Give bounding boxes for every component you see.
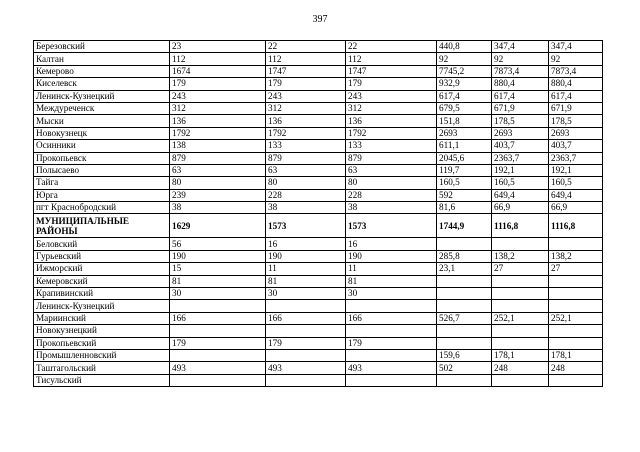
table-row [34, 288, 603, 300]
table-row [34, 164, 603, 176]
value-cell [346, 374, 437, 386]
value-cell [170, 325, 266, 337]
table-row [34, 115, 603, 127]
value-cell: 248 [492, 362, 549, 374]
value-cell: 190 [266, 250, 346, 262]
value-cell: 192,1 [492, 164, 549, 176]
row-name-cell: Тайга [34, 177, 170, 189]
value-cell: 66,9 [549, 202, 603, 214]
value-cell: 160,5 [437, 177, 492, 189]
row-name-cell: Новокузнецкий [34, 325, 170, 337]
table-row [34, 300, 603, 312]
value-cell: 403,7 [549, 140, 603, 152]
value-cell [492, 288, 549, 300]
value-cell: 611,1 [437, 140, 492, 152]
value-cell [346, 300, 437, 312]
value-cell: 190 [346, 250, 437, 262]
value-cell: 1573 [266, 214, 346, 238]
value-cell: 160,5 [549, 177, 603, 189]
row-name-cell: Беловский [34, 238, 170, 250]
value-cell: 7745,2 [437, 65, 492, 77]
value-cell: 81,6 [437, 202, 492, 214]
value-cell: 16 [346, 238, 437, 250]
value-cell: 138,2 [492, 250, 549, 262]
value-cell [346, 349, 437, 361]
value-cell [549, 337, 603, 349]
value-cell: 1792 [170, 127, 266, 139]
value-cell: 80 [266, 177, 346, 189]
value-cell [437, 275, 492, 287]
value-cell: 112 [346, 53, 437, 65]
table-row [34, 65, 603, 77]
value-cell: 66,9 [492, 202, 549, 214]
value-cell: 2045,6 [437, 152, 492, 164]
table-row [34, 102, 603, 114]
value-cell: 136 [266, 115, 346, 127]
value-cell: 179 [170, 337, 266, 349]
value-cell: 190 [170, 250, 266, 262]
value-cell: 16 [266, 238, 346, 250]
table-row [34, 312, 603, 324]
table-row [34, 127, 603, 139]
value-cell: 178,1 [549, 349, 603, 361]
value-cell [437, 288, 492, 300]
value-cell: 38 [266, 202, 346, 214]
row-name-cell: Ленинск-Кузнецкий [34, 90, 170, 102]
value-cell: 617,4 [549, 90, 603, 102]
value-cell: 228 [266, 189, 346, 201]
value-cell [437, 300, 492, 312]
value-cell: 1792 [346, 127, 437, 139]
value-cell: 159,6 [437, 349, 492, 361]
value-cell: 239 [170, 189, 266, 201]
value-cell: 879 [266, 152, 346, 164]
value-cell: 493 [266, 362, 346, 374]
value-cell [437, 337, 492, 349]
value-cell: 312 [346, 102, 437, 114]
value-cell: 112 [170, 53, 266, 65]
value-cell [549, 238, 603, 250]
page-number: 397 [312, 14, 328, 25]
value-cell: 1573 [346, 214, 437, 238]
table-row [34, 275, 603, 287]
row-name-cell: Тисульский [34, 374, 170, 386]
value-cell: 11 [266, 263, 346, 275]
value-cell [437, 374, 492, 386]
value-cell: 880,4 [549, 78, 603, 90]
value-cell [549, 325, 603, 337]
value-cell: 1116,8 [492, 214, 549, 238]
value-cell: 92 [437, 53, 492, 65]
row-name-cell: Таштагольский [34, 362, 170, 374]
table-row [34, 140, 603, 152]
value-cell [492, 325, 549, 337]
table-row [34, 177, 603, 189]
value-cell: 63 [170, 164, 266, 176]
value-cell: 81 [170, 275, 266, 287]
row-name-cell: Прокопьевский [34, 337, 170, 349]
value-cell: 27 [492, 263, 549, 275]
value-cell: 1792 [266, 127, 346, 139]
value-cell: 248 [549, 362, 603, 374]
value-cell: 347,4 [549, 41, 603, 53]
value-cell [492, 374, 549, 386]
value-cell: 56 [170, 238, 266, 250]
value-cell: 440,8 [437, 41, 492, 53]
table-row [34, 250, 603, 262]
value-cell: 179 [346, 337, 437, 349]
row-name-cell: Ижморский [34, 263, 170, 275]
value-cell: 403,7 [492, 140, 549, 152]
value-cell: 243 [266, 90, 346, 102]
value-cell: 493 [346, 362, 437, 374]
row-name-cell: Новокузнецк [34, 127, 170, 139]
table-row [34, 78, 603, 90]
value-cell: 617,4 [492, 90, 549, 102]
value-cell [170, 300, 266, 312]
value-cell: 7873,4 [492, 65, 549, 77]
value-cell: 81 [346, 275, 437, 287]
value-cell [170, 374, 266, 386]
value-cell: 1674 [170, 65, 266, 77]
value-cell [437, 325, 492, 337]
value-cell: 493 [170, 362, 266, 374]
value-cell: 112 [266, 53, 346, 65]
value-cell: 649,4 [549, 189, 603, 201]
value-cell: 38 [170, 202, 266, 214]
value-cell: 252,1 [492, 312, 549, 324]
table-row [34, 214, 603, 238]
value-cell: 136 [170, 115, 266, 127]
value-cell: 1747 [346, 65, 437, 77]
row-name-cell: Промышленновский [34, 349, 170, 361]
value-cell: 63 [346, 164, 437, 176]
value-cell: 2693 [492, 127, 549, 139]
value-cell: 179 [346, 78, 437, 90]
value-cell: 1116,8 [549, 214, 603, 238]
data-table [33, 40, 603, 387]
row-name-cell: Березовский [34, 41, 170, 53]
value-cell: 192,1 [549, 164, 603, 176]
value-cell: 1747 [266, 65, 346, 77]
row-name-cell: Киселевск [34, 78, 170, 90]
value-cell: 2693 [549, 127, 603, 139]
value-cell [170, 349, 266, 361]
value-cell: 138,2 [549, 250, 603, 262]
value-cell [437, 238, 492, 250]
value-cell: 1744,9 [437, 214, 492, 238]
value-cell [266, 349, 346, 361]
value-cell: 179 [266, 78, 346, 90]
row-name-cell: Мариинский [34, 312, 170, 324]
value-cell: 179 [266, 337, 346, 349]
row-name-cell: МУНИЦИПАЛЬНЫЕ РАЙОНЫ [34, 214, 170, 238]
value-cell: 22 [346, 41, 437, 53]
table-row [34, 202, 603, 214]
value-cell: 63 [266, 164, 346, 176]
value-cell [549, 300, 603, 312]
value-cell: 880,4 [492, 78, 549, 90]
value-cell: 160,5 [492, 177, 549, 189]
value-cell: 2693 [437, 127, 492, 139]
value-cell: 23 [170, 41, 266, 53]
value-cell [492, 337, 549, 349]
value-cell: 178,5 [492, 115, 549, 127]
row-name-cell: Мыски [34, 115, 170, 127]
value-cell: 119,7 [437, 164, 492, 176]
row-name-cell: Крапивинский [34, 288, 170, 300]
row-name-cell: Калтан [34, 53, 170, 65]
value-cell: 1629 [170, 214, 266, 238]
value-cell: 879 [346, 152, 437, 164]
table-row [34, 337, 603, 349]
value-cell [549, 275, 603, 287]
value-cell: 679,5 [437, 102, 492, 114]
value-cell: 151,8 [437, 115, 492, 127]
value-cell: 166 [266, 312, 346, 324]
value-cell: 649,4 [492, 189, 549, 201]
value-cell: 243 [346, 90, 437, 102]
row-name-cell: Юрга [34, 189, 170, 201]
value-cell [492, 275, 549, 287]
value-cell: 879 [170, 152, 266, 164]
value-cell: 671,9 [492, 102, 549, 114]
value-cell: 312 [266, 102, 346, 114]
value-cell: 81 [266, 275, 346, 287]
table-row [34, 41, 603, 53]
value-cell: 178,5 [549, 115, 603, 127]
table-row [34, 90, 603, 102]
row-name-cell: Ленинск-Кузнецкий [34, 300, 170, 312]
value-cell: 22 [266, 41, 346, 53]
value-cell: 23,1 [437, 263, 492, 275]
value-cell: 7873,4 [549, 65, 603, 77]
value-cell [266, 300, 346, 312]
value-cell: 27 [549, 263, 603, 275]
value-cell: 671,9 [549, 102, 603, 114]
value-cell: 252,1 [549, 312, 603, 324]
value-cell: 2363,7 [492, 152, 549, 164]
value-cell: 592 [437, 189, 492, 201]
value-cell [549, 374, 603, 386]
value-cell: 179 [170, 78, 266, 90]
table-row [34, 325, 603, 337]
table-row [34, 53, 603, 65]
value-cell: 30 [266, 288, 346, 300]
value-cell: 178,1 [492, 349, 549, 361]
value-cell [492, 300, 549, 312]
value-cell: 526,7 [437, 312, 492, 324]
value-cell [346, 325, 437, 337]
value-cell: 15 [170, 263, 266, 275]
value-cell: 2363,7 [549, 152, 603, 164]
value-cell: 30 [170, 288, 266, 300]
value-cell [266, 325, 346, 337]
value-cell: 11 [346, 263, 437, 275]
table-row [34, 152, 603, 164]
value-cell: 80 [170, 177, 266, 189]
value-cell: 80 [346, 177, 437, 189]
value-cell [266, 374, 346, 386]
value-cell: 133 [346, 140, 437, 152]
table-row [34, 263, 603, 275]
table-row [34, 362, 603, 374]
row-name-cell: Полысаево [34, 164, 170, 176]
row-name-cell: Гурьевский [34, 250, 170, 262]
value-cell [492, 238, 549, 250]
value-cell: 243 [170, 90, 266, 102]
value-cell: 30 [346, 288, 437, 300]
value-cell: 228 [346, 189, 437, 201]
table-body [34, 41, 603, 387]
row-name-cell: Прокопьевск [34, 152, 170, 164]
value-cell: 133 [266, 140, 346, 152]
value-cell: 166 [346, 312, 437, 324]
value-cell: 502 [437, 362, 492, 374]
row-name-cell: Междуреченск [34, 102, 170, 114]
value-cell: 617,4 [437, 90, 492, 102]
value-cell: 932,9 [437, 78, 492, 90]
value-cell: 92 [492, 53, 549, 65]
value-cell [549, 288, 603, 300]
value-cell: 136 [346, 115, 437, 127]
value-cell: 92 [549, 53, 603, 65]
row-name-cell: Осинники [34, 140, 170, 152]
row-name-cell: пгт Краснобродский [34, 202, 170, 214]
table-row [34, 238, 603, 250]
table-row [34, 374, 603, 386]
value-cell: 138 [170, 140, 266, 152]
table-row [34, 189, 603, 201]
value-cell: 166 [170, 312, 266, 324]
row-name-cell: Кемеровский [34, 275, 170, 287]
value-cell: 285,8 [437, 250, 492, 262]
value-cell: 38 [346, 202, 437, 214]
row-name-cell: Кемерово [34, 65, 170, 77]
table-row [34, 349, 603, 361]
value-cell: 312 [170, 102, 266, 114]
value-cell: 347,4 [492, 41, 549, 53]
